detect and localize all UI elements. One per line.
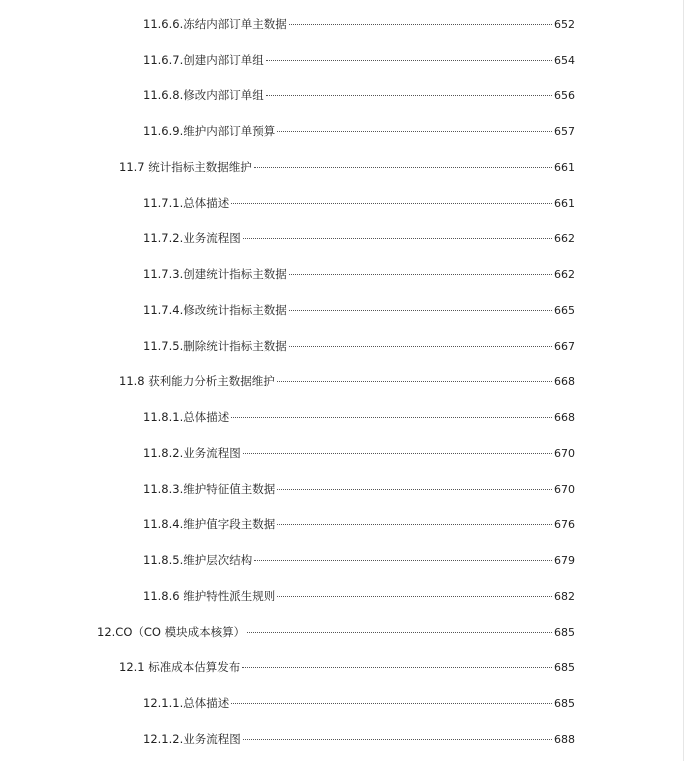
toc-entry[interactable] (143, 445, 575, 461)
toc-entry-page: 654 (554, 54, 575, 67)
toc-entry-title: 11.8.5.维护层次结构 (143, 553, 253, 567)
toc-dot-leader (277, 381, 552, 382)
toc-entry-title: 11.8.3.维护特征值主数据 (143, 482, 276, 496)
toc-dot-leader (289, 274, 552, 275)
toc-entry[interactable] (119, 373, 575, 389)
toc-entry-page: 656 (554, 89, 575, 102)
toc-entry[interactable] (143, 302, 575, 318)
toc-dot-leader (266, 95, 552, 96)
toc-dot-leader (243, 238, 552, 239)
toc-entry[interactable] (143, 230, 575, 246)
toc-entry-title: 12.1.2.业务流程图 (143, 732, 241, 746)
toc-dot-leader (254, 167, 552, 168)
toc-entry-title: 11.8.1.总体描述 (143, 410, 230, 424)
toc-entry-title: 11.7.5.删除统计指标主数据 (143, 339, 287, 353)
toc-dot-leader (277, 596, 552, 597)
toc-entry-title: 11.8.4.维护值字段主数据 (143, 517, 276, 531)
toc-dot-leader (266, 60, 552, 61)
toc-dot-leader (254, 560, 552, 561)
toc-entry-title: 11.7.4.修改统计指标主数据 (143, 303, 287, 317)
toc-entry[interactable] (143, 16, 575, 32)
toc-entry-page: 652 (554, 18, 575, 31)
toc-dot-leader (243, 739, 552, 740)
toc-entry[interactable] (143, 588, 575, 604)
toc-dot-leader (289, 346, 552, 347)
toc-entry-page: 657 (554, 125, 575, 138)
toc-entry[interactable] (143, 338, 575, 354)
toc-entry-title: 11.8 获利能力分析主数据维护 (119, 374, 275, 388)
toc-entry-title: 11.6.9.维护内部订单预算 (143, 124, 276, 138)
toc-entry-page: 670 (554, 483, 575, 496)
toc-entry[interactable] (143, 123, 575, 139)
toc-entry-title: 12.1.1.总体描述 (143, 696, 230, 710)
toc-dot-leader (231, 703, 552, 704)
toc-entry-page: 668 (554, 411, 575, 424)
toc-dot-leader (247, 632, 552, 633)
toc-dot-leader (277, 489, 552, 490)
toc-entry-page: 661 (554, 161, 575, 174)
toc-dot-leader (231, 203, 552, 204)
toc-entry[interactable] (143, 409, 575, 425)
toc-entry-page: 668 (554, 375, 575, 388)
toc-entry[interactable] (143, 481, 575, 497)
toc-dot-leader (289, 310, 552, 311)
toc-entry-title: 11.7.2.业务流程图 (143, 231, 241, 245)
toc-entry-title: 11.6.6.冻结内部订单主数据 (143, 17, 287, 31)
toc-entry-page: 685 (554, 661, 575, 674)
toc-entry-title: 11.6.7.创建内部订单组 (143, 53, 264, 67)
toc-entry[interactable] (143, 552, 575, 568)
toc-entry[interactable] (143, 195, 575, 211)
toc-entry-title: 11.7.3.创建统计指标主数据 (143, 267, 287, 281)
toc-entry-page: 665 (554, 304, 575, 317)
toc-entry-title: 12.CO（CO 模块成本核算） (97, 625, 246, 639)
toc-entry-title: 11.7 统计指标主数据维护 (119, 160, 252, 174)
toc-entry[interactable] (143, 731, 575, 747)
toc-entry-title: 12.1 标准成本估算发布 (119, 660, 241, 674)
toc-dot-leader (242, 667, 552, 668)
toc-entry[interactable] (143, 87, 575, 103)
toc-dot-leader (277, 131, 552, 132)
toc-entry-page: 688 (554, 733, 575, 746)
toc-entry-page: 667 (554, 340, 575, 353)
toc-dot-leader (289, 24, 552, 25)
toc-entry-page: 679 (554, 554, 575, 567)
toc-entry[interactable] (143, 516, 575, 532)
toc-entry[interactable] (143, 266, 575, 282)
toc-dot-leader (231, 417, 552, 418)
toc-entry-title: 11.6.8.修改内部订单组 (143, 88, 264, 102)
toc-entry[interactable] (119, 659, 575, 675)
toc-entry-page: 685 (554, 697, 575, 710)
toc-entry-title: 11.7.1.总体描述 (143, 196, 230, 210)
toc-entry-title: 11.8.2.业务流程图 (143, 446, 241, 460)
toc-entry[interactable] (119, 159, 575, 175)
toc-entry[interactable] (97, 624, 575, 640)
toc-entry-page: 682 (554, 590, 575, 603)
toc-entry[interactable] (143, 695, 575, 711)
toc-entry-page: 661 (554, 197, 575, 210)
toc-entry-page: 670 (554, 447, 575, 460)
toc-entry[interactable] (143, 52, 575, 68)
toc-entry-page: 662 (554, 268, 575, 281)
toc-entry-page: 685 (554, 626, 575, 639)
toc-entry-page: 676 (554, 518, 575, 531)
toc-entry-title: 11.8.6 维护特性派生规则 (143, 589, 276, 603)
toc-entry-page: 662 (554, 232, 575, 245)
toc-dot-leader (243, 453, 552, 454)
toc-dot-leader (277, 524, 552, 525)
